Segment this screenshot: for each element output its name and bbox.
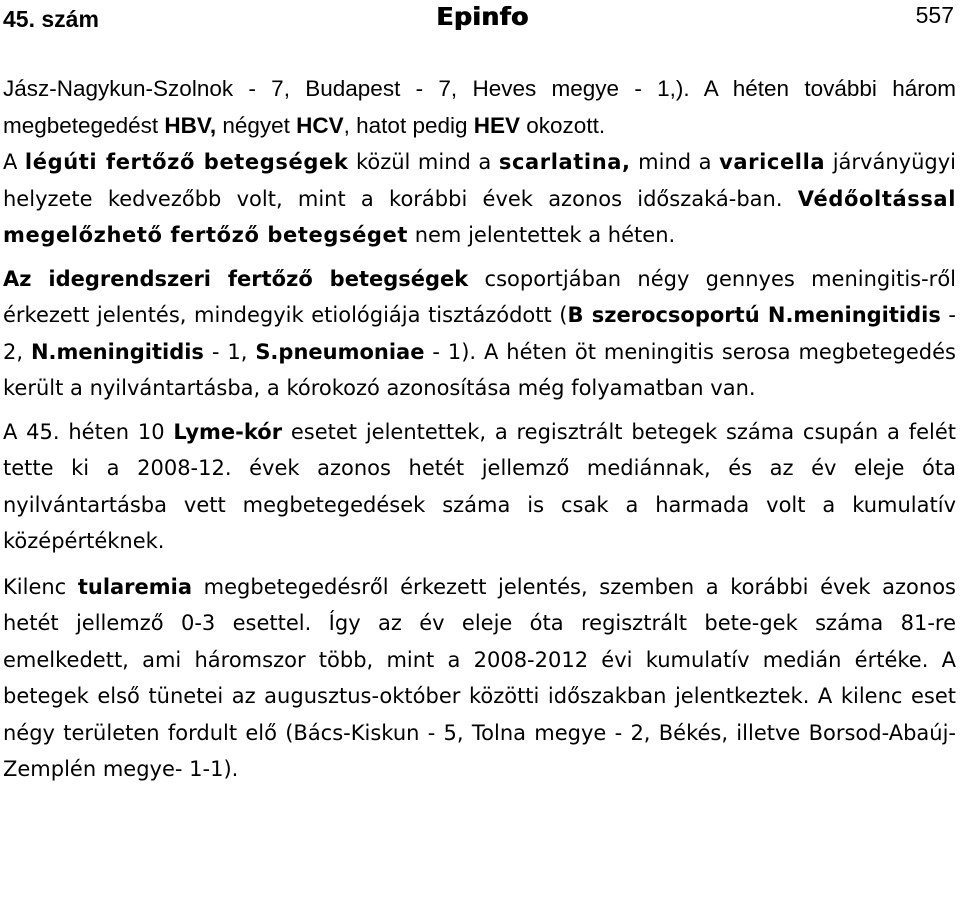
- text-run: A: [3, 150, 25, 174]
- page-number: 557: [915, 2, 954, 28]
- text-run: A 45. héten 10: [3, 419, 174, 444]
- bold-term: Védőoltással megelőzhető fertőző betegséget: [3, 186, 956, 247]
- paragraph-1: [3, 71, 956, 144]
- epinfo-logo: Epinfo: [436, 2, 529, 31]
- bold-term: S.pneumoniae: [255, 339, 425, 364]
- bold-term: Lyme-kór: [173, 419, 283, 444]
- text-run: Jász-Nagykun-Szolnok - 7, Budapest - 7, Heves megye - 1,). A héten további három megbetegedést: [3, 76, 956, 138]
- bold-term: tularemia: [77, 574, 193, 599]
- text-run: megbetegedésről érkezett jelentés, szemben a korábbi évek azonos hetét jellemző 0-3 esettel. Így az év eleje óta regisztrált bete-gek száma 81-re emelkedett, ami háromszor több, mint a 2008-2012 évi kumulatív medián értéke. A betegek első tünetei az augusztus-október közötti időszakban jelentkeztek. A kilenc eset négy területen fordult elő (Bács-Kiskun - 5, Tolna megye - 2, Békés, illetve Borsod-Abaúj-Zemplén megye- 1-1).: [3, 574, 956, 781]
- bold-term: Az idegrendszeri fertőző betegségek: [3, 266, 469, 291]
- text-run: - 1). A héten öt meningitis serosa megbetegedés került a nyilvántartásba, a kórokozó azonosítása még folyamatban van.: [3, 339, 956, 400]
- text-run: csoportjában négy gennyes meningitis-ről érkezett jelentés, mindegyik etiológiája tisztázódott (: [3, 266, 956, 327]
- text-run: - 2,: [3, 303, 957, 364]
- text-run: járványügyi helyzete kedvezőbb volt, mint a korábbi évek azonos időszaká-ban.: [3, 150, 956, 211]
- bold-term: HCV: [296, 112, 344, 138]
- article-body: [3, 71, 956, 788]
- text-run: okozott.: [520, 112, 606, 138]
- text-run: négyet: [216, 112, 297, 138]
- paragraph-3: [3, 261, 956, 407]
- text-run: közül mind a: [348, 150, 499, 174]
- paragraph-2: [3, 144, 956, 254]
- bold-term: légúti fertőző betegségek: [24, 150, 349, 174]
- bold-term: HEV: [473, 112, 521, 138]
- text-run: Kilenc: [3, 574, 78, 599]
- bold-term: scarlatina,: [498, 150, 631, 174]
- bold-term: varicella: [719, 150, 826, 174]
- bold-term: N.meningitidis: [30, 339, 204, 364]
- issue-number: 45. szám: [3, 6, 99, 32]
- paragraph-5: [3, 569, 956, 788]
- bold-term: HBV,: [164, 112, 217, 138]
- page-header: [0, 0, 960, 40]
- paragraph-4: [3, 414, 956, 560]
- text-run: , hatot pedig: [343, 112, 474, 138]
- text-run: - 1,: [203, 339, 256, 364]
- text-run: nem jelentettek a héten.: [408, 223, 676, 247]
- text-run: mind a: [630, 150, 720, 174]
- bold-term: B szerocsoportú N.meningitidis: [567, 303, 941, 327]
- text-run: esetet jelentettek, a regisztrált betegek száma csupán a felét tette ki a 2008-12. évek azonos hetét jellemző mediánnak, és az év eleje óta nyilvántartásba vett megbetegedések száma is csak a harmada volt a kumulatív középértéknek.: [3, 419, 956, 553]
